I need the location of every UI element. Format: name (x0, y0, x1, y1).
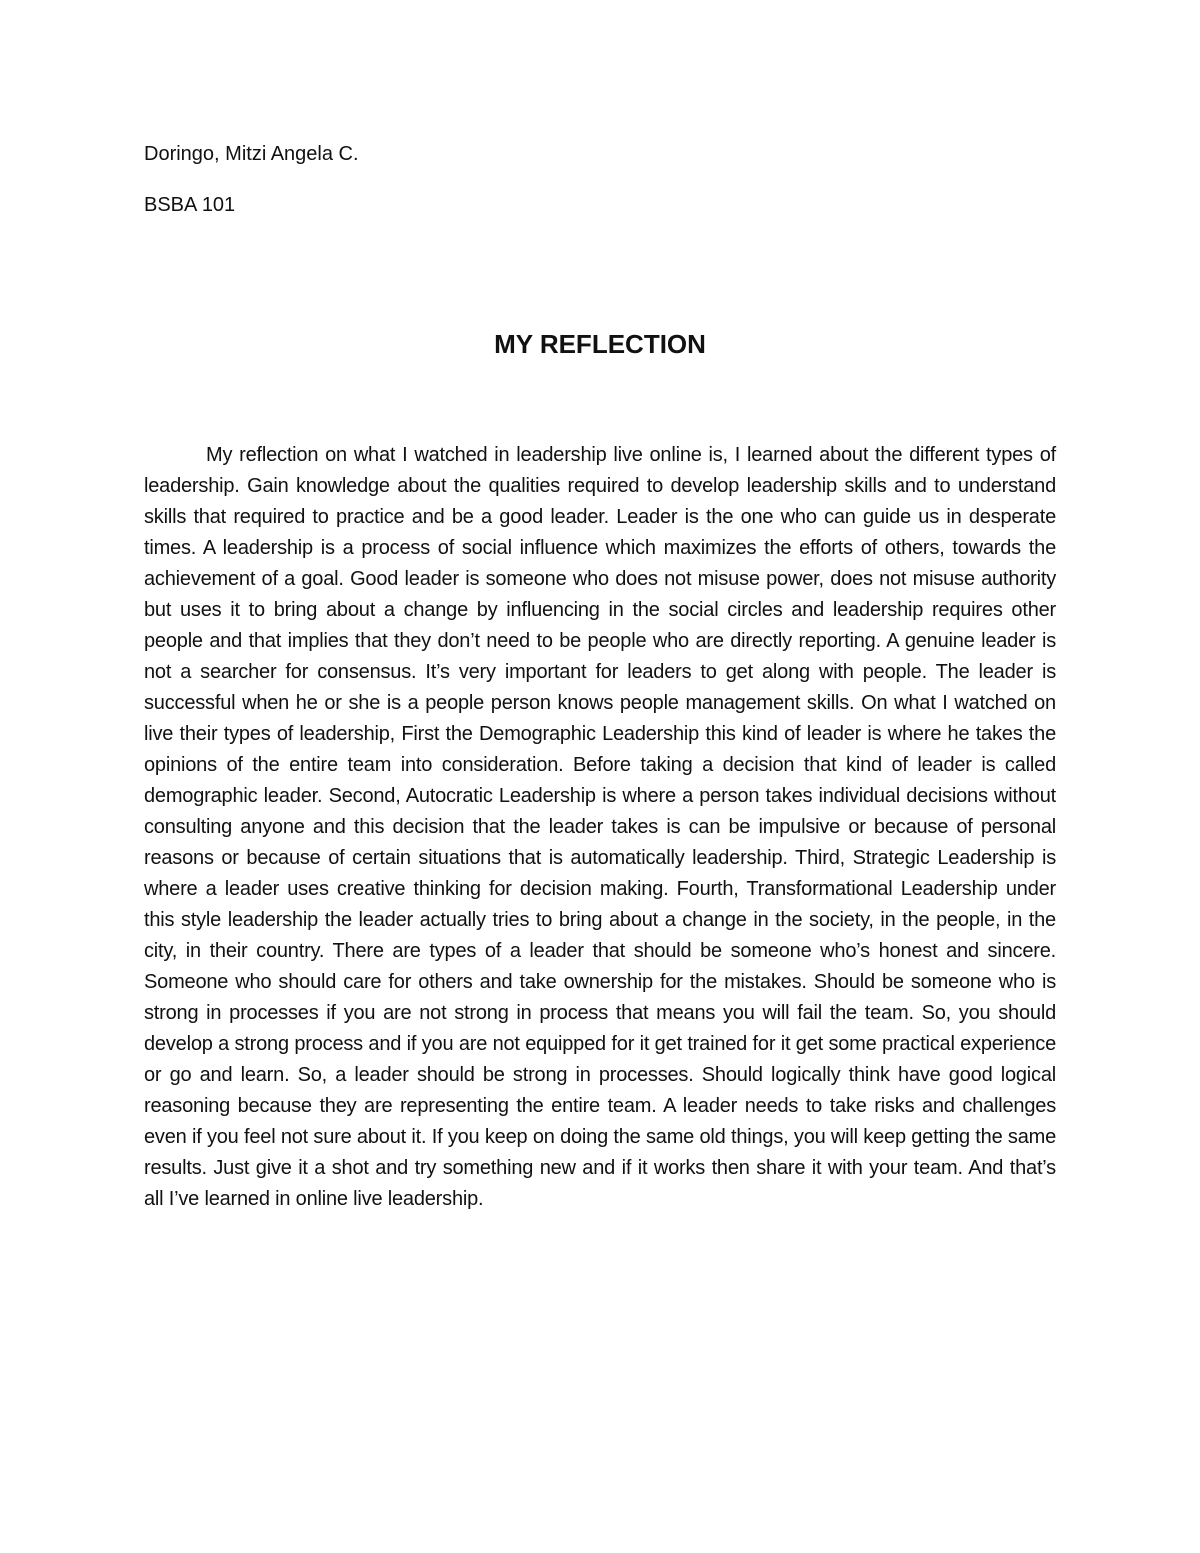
reflection-paragraph: My reflection on what I watched in leadership live online is, I learned about the different types of leadership. Gain knowledge about the qualities required to develop leadership skills and to understand skills that required to practice and be a good leader. Leader is the one who can guide us in desperate times. A leadership is a process of social influence which maximizes the efforts of others, towards the achievement of a goal. Good leader is someone who does not misuse power, does not misuse authority but uses it to bring about a change by influencing in the social circles and leadership requires other people and that implies that they don’t need to be people who are directly reporting. A genuine leader is not a searcher for consensus. It’s very important for leaders to get along with people. The leader is successful when he or she is a people person knows people management skills. On what I watched on live their types of leadership, First the Demographic Leadership this kind of leader is where he takes the opinions of the entire team into consideration. Before taking a decision that kind of leader is called demographic leader. Second, Autocratic Leadership is where a person takes individual decisions without consulting anyone and this decision that the leader takes is can be impulsive or because of personal reasons or because of certain situations that is automatically leadership. Third, Strategic Leadership is where a leader uses creative thinking for decision making. Fourth, Transformational Leadership under this style leadership the leader actually tries to bring about a change in the society, in the people, in the city, in their country. There are types of a leader that should be someone who’s honest and sincere. Someone who should care for others and take ownership for the mistakes. Should be someone who is strong in processes if you are not strong in process that means you will fail the team. So, you should develop a strong process and if you are not equipped for it get trained for it get some practical experience or go and learn. So, a leader should be strong in processes. Should logically think have good logical reasoning because they are representing the entire team. A leader needs to take risks and challenges even if you feel not sure about it. If you keep on doing the same old things, you will keep getting the same results. Just give it a shot and try something new and if it works then share it with your team. And that’s all I’ve learned in online live leadership. (144, 444, 1056, 1210)
course-label: BSBA 101 (144, 194, 236, 216)
document-title: MY REFLECTION (494, 329, 706, 359)
author-name: Doringo, Mitzi Angela C. (144, 143, 359, 165)
